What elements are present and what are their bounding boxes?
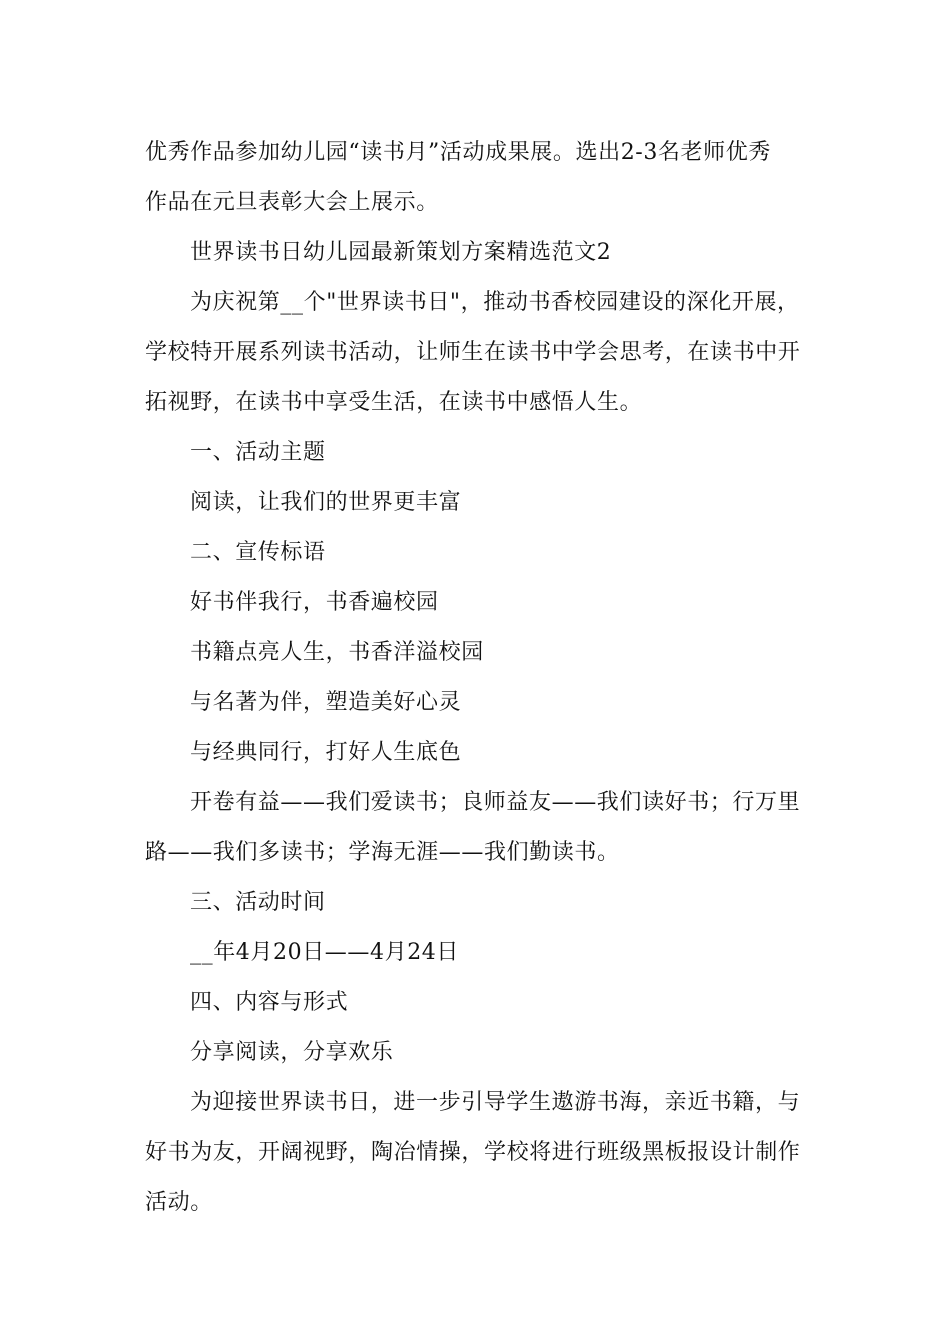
text-line: 为庆祝第__个"世界读书日"，推动书香校园建设的深化开展， [190,290,800,315]
text-line: 阅读，让我们的世界更丰富 [190,490,462,515]
slogan-item: 书籍点亮人生，书香洋溢校园 [190,640,484,665]
text-line: 作品在元旦表彰大会上展示。 [145,190,439,215]
slogan-item: 与名著为伴，塑造美好心灵 [190,690,462,715]
text-line: 路——我们多读书；学海无涯——我们勤读书。 [145,840,620,865]
slogan-item: 与经典同行，打好人生底色 [190,740,462,765]
text-line: 拓视野，在读书中享受生活，在读书中感悟人生。 [145,390,643,415]
text-line: 活动。 [145,1190,213,1215]
heading-activity-time: 三、活动时间 [190,890,326,915]
text-line: 分享阅读，分享欢乐 [190,1040,394,1065]
text-line: 学校特开展系列读书活动，让师生在读书中学会思考，在读书中开 [145,340,801,365]
heading-activity-theme: 一、活动主题 [190,440,326,465]
heading-slogans: 二、宣传标语 [190,540,326,565]
text-line: 优秀作品参加幼儿园“读书月”活动成果展。选出2-3名老师优秀 [145,140,771,165]
text-line: 好书为友，开阔视野，陶冶情操，学校将进行班级黑板报设计制作 [145,1140,801,1165]
slogan-item: 好书伴我行，书香遍校园 [190,590,439,615]
text-line: 开卷有益——我们爱读书；良师益友——我们读好书；行万里 [190,790,801,815]
document-body [145,128,810,1228]
text-line: 为迎接世界读书日，进一步引导学生遨游书海，亲近书籍，与 [190,1090,801,1115]
heading-content-format: 四、内容与形式 [190,990,349,1015]
section-title: 世界读书日幼儿园最新策划方案精选范文2 [190,240,612,265]
text-line: __年4月20日——4月24日 [190,940,459,965]
